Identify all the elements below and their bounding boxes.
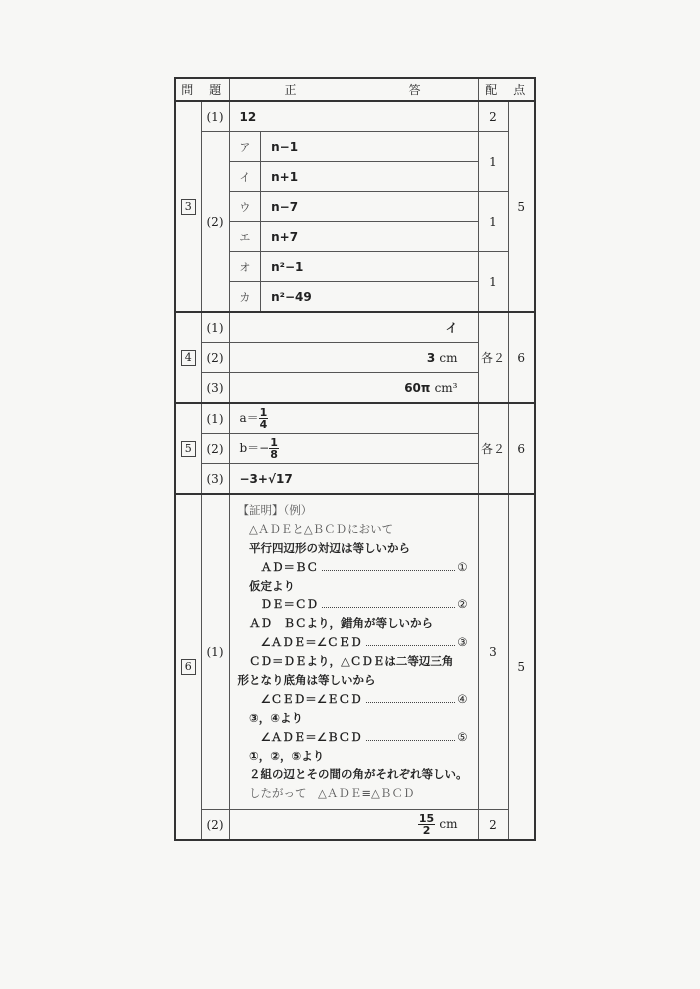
q5-2-lhs: b＝− [239,441,270,455]
header-answer-left: 正 [284,83,299,97]
q5-3-label: (3) [201,464,229,495]
q3-number [175,101,201,312]
q5-3-answer: −3+√17 [229,464,478,495]
q4-3-value: 60π [404,380,431,395]
proof-line [238,558,468,577]
q6-number [175,494,201,840]
proof-line-text: ∠ＡＤＥ＝∠ＣＥＤ [237,635,362,650]
q3-2-answer: n²−49 [261,282,478,313]
proof-line-text: ＡＤ＝ＢＣ [237,559,318,574]
proof-line-text: 形となり底角は等しいから [237,673,376,688]
q4-number-box: 4 [181,350,196,366]
q6-2-label: (2) [201,810,229,841]
q3-1-label: (1) [201,101,229,132]
proof-line-text: ＣＤ＝ＤＥより，△ＣＤＥは二等辺三角 [237,654,454,669]
q3-2-kana: オ [229,252,261,282]
q3-total: 5 [508,101,535,312]
numerator: 1 [270,436,278,449]
dotted-leader [322,595,455,608]
proof-line-marker: ⑤ [457,729,468,744]
proof-line [238,501,468,520]
header-problem: 問 題 [175,78,229,101]
proof-line [238,784,468,803]
proof-line-text: ２組の辺とその間の角がそれぞれ等しい。 [237,767,468,782]
q3-1-points: 2 [478,101,508,132]
q5-2-label: (2) [201,434,229,464]
proof-line [238,671,468,690]
proof-line [238,520,468,539]
q4-3-unit: cm³ [434,380,458,395]
q3-2-points: 1 [478,192,508,252]
denominator: 8 [270,448,278,461]
q6-total: 5 [508,494,535,840]
q3-2-answer: n−7 [261,192,478,222]
q3-2-kana: イ [229,162,261,192]
q3-number-box: 3 [181,199,196,215]
q4-total: 6 [508,312,535,403]
denominator: 2 [422,824,431,838]
q3-2-kana: カ [229,282,261,313]
q3-2-answer: n−1 [261,132,478,162]
proof-line-text: したがって △ＡＤＥ≡△ＢＣＤ [237,786,415,801]
q3-2-kana: ア [229,132,261,162]
q4-1-label: (1) [201,312,229,343]
proof-line-marker: ④ [457,691,468,706]
proof-line-text: ＡＤ ＢＣより，錯角が等しいから [237,616,433,631]
dotted-leader [366,633,456,646]
q3-2-kana: ウ [229,192,261,222]
dotted-leader [322,558,455,571]
answer-key-table [174,77,536,841]
q5-number [175,403,201,494]
proof-line-text: △ＡＤＥと△ＢＣＤにおいて [237,521,394,536]
q4-1-value: イ [445,321,458,335]
q6-2-fraction [418,813,435,836]
q6-2-unit: cm [439,817,458,832]
proof-line [238,652,468,671]
numerator: 15 [418,812,435,826]
q3-2-label: (2) [201,132,229,313]
numerator: 1 [259,406,268,419]
q4-2-value: 3 [426,350,436,365]
q3-2-points: 1 [478,132,508,192]
q4-2-label: (2) [201,343,229,373]
q5-1-fraction [259,407,269,430]
proof-line-text: ③，④より [237,710,303,725]
proof-line [238,709,468,728]
q4-1-answer [229,312,478,343]
q6-1-label: (1) [201,494,229,810]
q5-total: 6 [508,403,535,494]
denominator: 4 [259,418,268,431]
header-points: 配 点 [478,78,535,101]
proof-line-text: 平行四辺形の対辺は等しいから [237,540,410,555]
q5-number-box: 5 [181,441,196,457]
q4-2-answer [229,343,478,373]
q6-1-points: 3 [478,494,508,810]
q4-3-label: (3) [201,373,229,404]
q3-2-points: 1 [478,252,508,313]
proof-line [238,747,468,766]
proof-line-text: 【証明】（例） [237,503,313,517]
proof-line [238,728,468,747]
dotted-leader [366,690,456,703]
proof-line [238,614,468,633]
proof-line [238,765,468,784]
header-answer [229,78,478,101]
q6-number-box: 6 [181,659,196,675]
q3-2-answer: n+7 [261,222,478,252]
q4-number [175,312,201,403]
q6-2-points: 2 [478,810,508,841]
proof-line [238,539,468,558]
q5-2-answer [229,434,478,464]
proof-line-text: ①，②，⑤より [237,748,325,763]
q5-points: 各２ [478,403,508,494]
q6-2-answer [229,810,478,841]
header-answer-right: 答 [408,83,423,97]
proof-line-text: ＤＥ＝ＣＤ [237,597,318,612]
q3-1-answer: 12 [229,101,478,132]
q4-3-answer [229,373,478,404]
proof-line-marker: ① [457,559,468,574]
q3-2-kana: エ [229,222,261,252]
proof-line-marker: ③ [457,635,468,650]
q5-1-answer [229,403,478,434]
q5-1-lhs: a＝ [239,411,259,425]
proof-line [238,595,468,614]
q3-2-answer: n+1 [261,162,478,192]
proof-line-text: ∠ＣＥＤ＝∠ＥＣＤ [237,691,362,706]
proof-line-text: 仮定より [237,578,295,593]
q6-1-proof [229,494,478,810]
proof-line-text: ∠ＡＤＥ＝∠ＢＣＤ [237,729,362,744]
q3-2-answer: n²−1 [261,252,478,282]
proof-line [238,690,468,709]
q4-2-unit: cm [439,350,458,365]
proof-line [238,633,468,652]
q5-2-fraction [269,437,279,460]
q4-points: 各２ [478,312,508,403]
dotted-leader [366,728,456,741]
proof-line-marker: ② [457,597,468,612]
q5-1-label: (1) [201,403,229,434]
proof-line [238,577,468,596]
